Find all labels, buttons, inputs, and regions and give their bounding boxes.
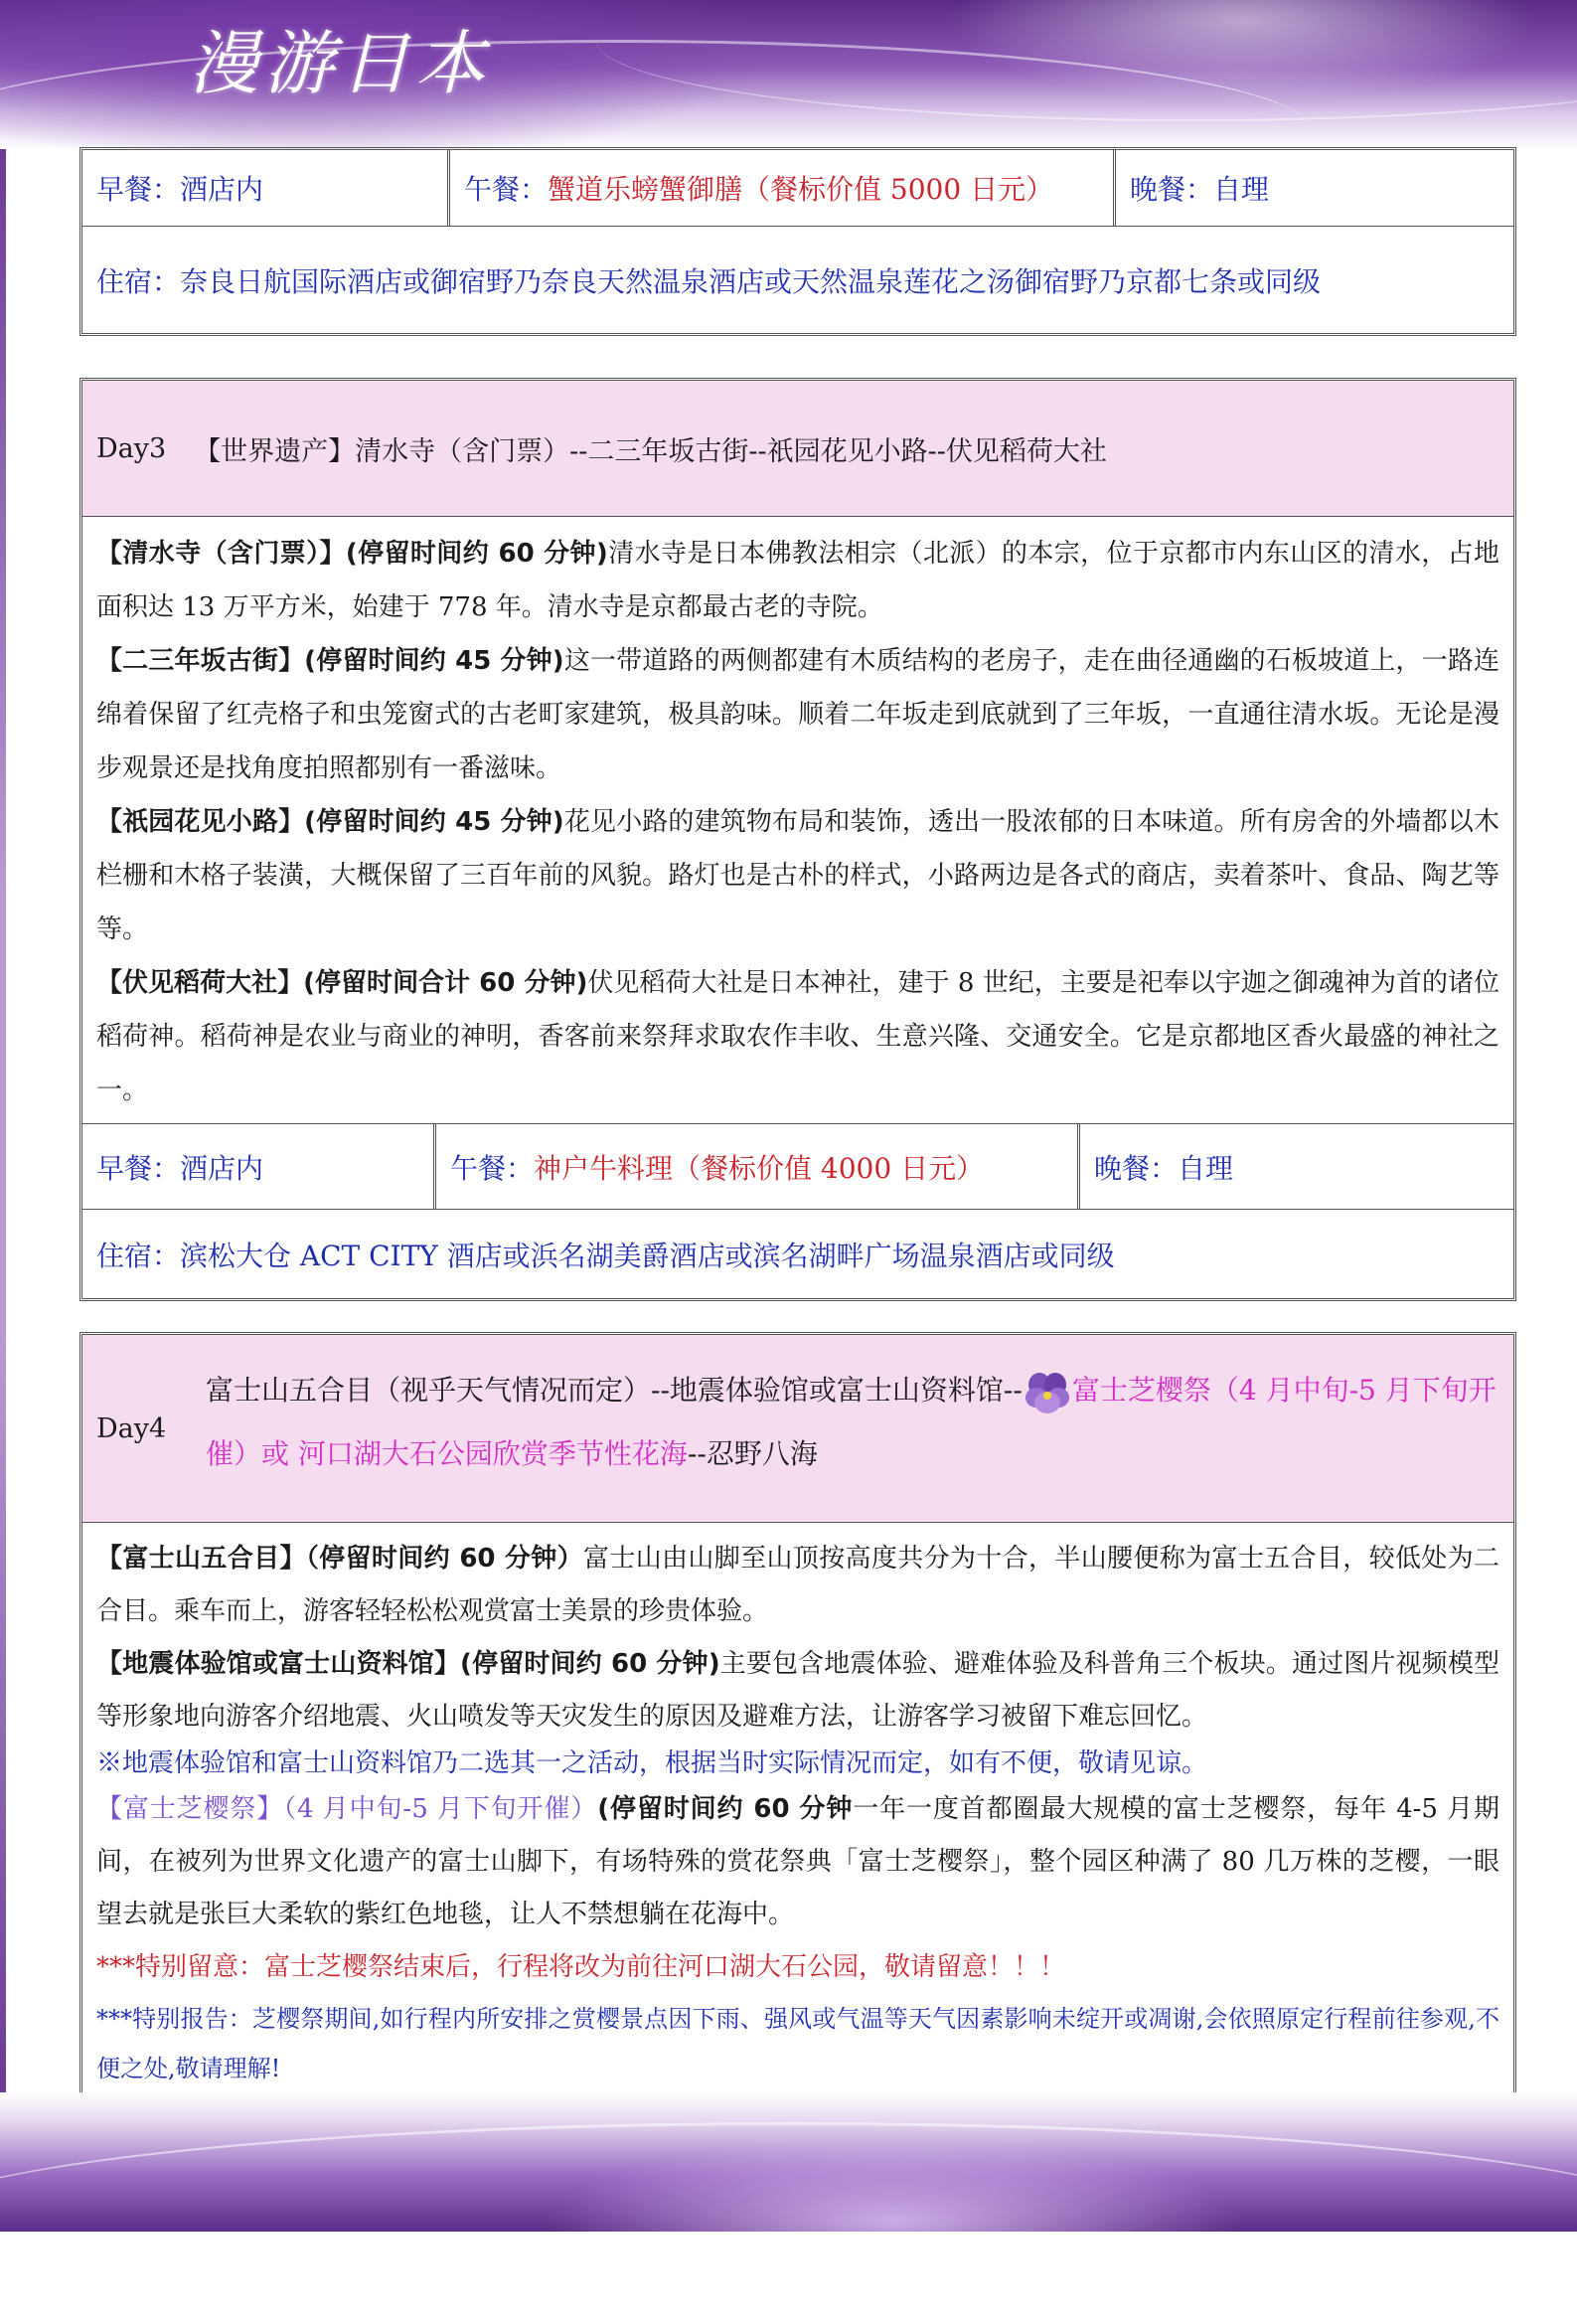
item-text: 主要包含地震体验、避难体验及科普角三个板块。通过图片视频模型等形象地向游客介绍地震、火山喷发等天灾发生的原因及避难方法，让游客学习被留下难忘回忆。 bbox=[96, 1649, 1499, 1732]
dinner-label: 晚餐： bbox=[1130, 173, 1214, 206]
day-title: 【世界遗产】清水寺（含门票）--二三年坂古街--祇园花见小路--伏见稻荷大社 bbox=[194, 435, 1107, 467]
day2-meal-table bbox=[79, 147, 1516, 336]
breakfast-label: 早餐： bbox=[96, 1151, 181, 1185]
itinerary-item bbox=[96, 956, 1499, 1117]
lodging-row bbox=[82, 226, 1513, 333]
day-label: Day4 bbox=[96, 1412, 167, 1444]
item-heading: 【伏见稻荷大社】(停留时间合计 60 分钟) bbox=[96, 968, 588, 998]
itinerary-body bbox=[82, 1523, 1513, 2099]
day-label: Day3 bbox=[96, 432, 167, 464]
item-heading: 【富士芝樱祭】（4 月中旬-5 月下旬开催） bbox=[96, 1794, 598, 1824]
day-header-row bbox=[82, 1335, 1513, 1522]
breakfast-label: 早餐： bbox=[96, 173, 181, 206]
lunch-cell bbox=[433, 1124, 1077, 1209]
breakfast-value: 酒店内 bbox=[180, 1151, 264, 1185]
lodging-row bbox=[82, 1209, 1513, 1298]
logo-text: 漫游日本 bbox=[189, 23, 491, 104]
lodging-text: 住宿：滨松大仓 ACT CITY 酒店或浜名湖美爵酒店或滨名湖畔广场温泉酒店或同级 bbox=[96, 1239, 1115, 1272]
item-text: 富士山由山脚至山顶按高度共分为十合，半山腰便称为富士五合目，较低处为二合目。乘车而上，游客轻轻松松观赏富士美景的珍贵体验。 bbox=[96, 1544, 1499, 1626]
item-text: 伏见稻荷大社是日本神社，建于 8 世纪，主要是祀奉以宇迦之御魂神为首的诸位稻荷神。稻荷神是农业与商业的神明，香客前来祭拜求取农作丰收、生意兴隆、交通安全。它是京都地区香火最盛的神社之一。 bbox=[96, 968, 1499, 1105]
breakfast-cell bbox=[82, 1124, 433, 1209]
lunch-label: 午餐： bbox=[450, 1151, 535, 1185]
item-text: 清水寺是日本佛教法相宗（北派）的本宗，位于京都市内东山区的清水，占地面积达 13 万平方米，始建于 778 年。清水寺是京都最古老的寺院。 bbox=[96, 539, 1499, 622]
header-banner bbox=[0, 0, 1577, 149]
left-edge-decoration bbox=[0, 0, 6, 2232]
meal-row bbox=[82, 1123, 1513, 1209]
day3-table bbox=[79, 378, 1516, 1301]
banner-wave bbox=[0, 2122, 1577, 2324]
dinner-cell bbox=[1077, 1124, 1513, 1209]
breakfast-cell bbox=[82, 150, 447, 226]
day4-table bbox=[79, 1332, 1516, 2102]
meal-row bbox=[82, 150, 1513, 226]
item-text: 花见小路的建筑物布局和装饰，透出一股浓郁的日本味道。所有房舍的外墙都以木栏栅和木格子装潢，大概保留了三百年前的风貌。路灯也是古朴的样式，小路两边是各式的商店，卖着茶叶、食品、陶艺等等。 bbox=[96, 807, 1499, 944]
dinner-value: 自理 bbox=[1213, 173, 1270, 206]
itinerary-item bbox=[96, 1533, 1499, 1638]
day-title-part3: --忍野八海 bbox=[687, 1437, 818, 1470]
pansy-flower-icon bbox=[1025, 1370, 1070, 1415]
day-title-part1: 富士山五合目（视乎天气情况而定）--地震体验馆或富士山资料馆-- bbox=[206, 1374, 1023, 1407]
special-note-red: ***特别留意：富士芝樱祭结束后，行程将改为前往河口湖大石公园，敬请留意！！！ bbox=[96, 1952, 1066, 1982]
item-heading: 【地震体验馆或富士山资料馆】(停留时间约 60 分钟) bbox=[96, 1649, 720, 1679]
dinner-cell bbox=[1113, 150, 1513, 226]
itinerary-item bbox=[96, 795, 1499, 956]
item-text: 一年一度首都圈最大规模的富士芝樱祭，每年 4-5 月期间，在被列为世界文化遗产的富士山脚下，有场特殊的赏花祭典「富士芝樱祭」，整个园区种满了 80 几万株的芝樱，一眼望去就是张巨大柔软的紫红色地毯，让人不禁想躺在花海中。 bbox=[96, 1794, 1500, 1929]
itinerary-body bbox=[82, 517, 1513, 1123]
breakfast-value: 酒店内 bbox=[180, 173, 264, 206]
itinerary-item bbox=[96, 527, 1499, 634]
item-heading: 【二三年坂古街】(停留时间约 45 分钟) bbox=[96, 646, 564, 676]
item-heading: 【富士山五合目】（停留时间约 60 分钟） bbox=[96, 1544, 583, 1574]
lunch-value: 神户牛料理（餐标价值 4000 日元） bbox=[534, 1151, 985, 1185]
footer-banner bbox=[0, 2092, 1577, 2232]
day-title bbox=[192, 1335, 1513, 1522]
day-header bbox=[82, 381, 1513, 516]
item-text: 这一带道路的两侧都建有木质结构的老房子，走在曲径通幽的石板坡道上，一路连绵着保留了红壳格子和虫笼窗式的古老町家建筑，极具韵味。顺着二年坂走到底就到了三年坂，一直通往清水坂。无论是漫步观景还是找角度拍照都别有一番滋味。 bbox=[96, 646, 1499, 783]
itinerary-row bbox=[82, 1522, 1513, 2099]
itinerary-item bbox=[96, 1638, 1499, 1743]
item-heading: 【祇园花见小路】(停留时间约 45 分钟) bbox=[96, 807, 564, 837]
day-header-row bbox=[82, 381, 1513, 516]
day-title-part2: 富士芝樱祭（4 月中旬-5 月下旬开催）或 河口湖大石公园欣赏季节性花海 bbox=[206, 1374, 1497, 1470]
lunch-label: 午餐： bbox=[464, 173, 549, 206]
itinerary-item bbox=[96, 1783, 1499, 1941]
special-note-blue: ***特别报告：芝樱祭期间,如行程内所安排之赏樱景点因下雨、强风或气温等天气因素影响未绽开或凋谢,会依照原定行程前往参观,不便之处,敬请理解! bbox=[96, 2005, 1499, 2082]
itinerary-item bbox=[96, 634, 1499, 795]
lunch-cell bbox=[447, 150, 1113, 226]
dinner-value: 自理 bbox=[1178, 1151, 1234, 1185]
item-time: (停留时间约 60 分钟 bbox=[597, 1794, 854, 1824]
item-heading: 【清水寺（含门票）】(停留时间约 60 分钟) bbox=[96, 539, 608, 569]
choice-note: ※地震体验馆和富士山资料馆乃二选其一之活动，根据当时实际情况而定，如有不便，敬请见谅。 bbox=[96, 1748, 1208, 1778]
dinner-label: 晚餐： bbox=[1094, 1151, 1179, 1185]
itinerary-row bbox=[82, 516, 1513, 1123]
lodging-text: 住宿：奈良日航国际酒店或御宿野乃奈良天然温泉酒店或天然温泉莲花之汤御宿野乃京都七条或同级 bbox=[96, 264, 1322, 298]
lunch-value: 蟹道乐螃蟹御膳（餐标价值 5000 日元） bbox=[548, 173, 1054, 206]
